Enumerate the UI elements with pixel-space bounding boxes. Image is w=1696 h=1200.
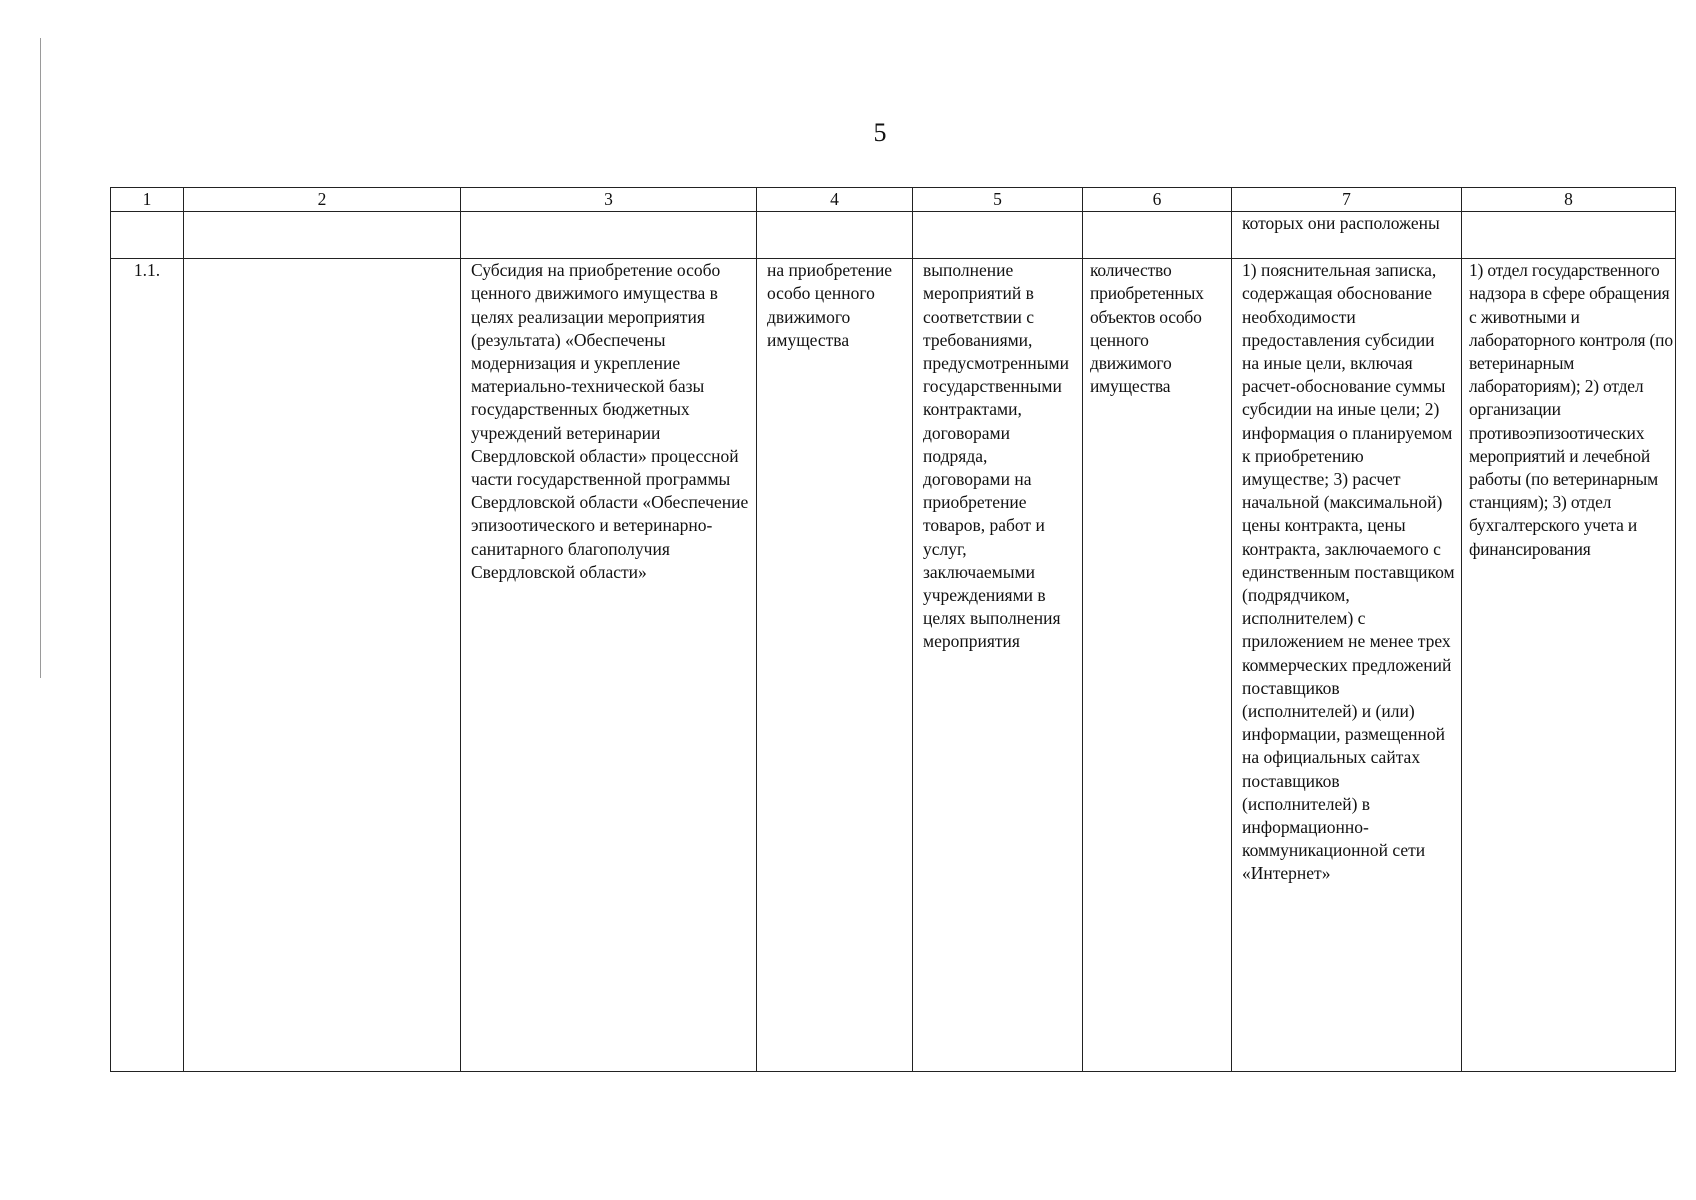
column-number-row [111,188,1676,212]
continuation-cell-7: которых они расположены [1232,212,1462,259]
continuation-cell-2 [184,212,461,259]
documents-cell: 1) пояснительная записка, содержащая обоснование необходимости предоставления субсидии на иные цели, включая расчет-обоснование суммы субсидии на иные цели; 2) информация о планируемом к приобретению имуществе; 3) расчет начальной (максимальной) цены контракта, цены контракта, заключаемого с единственным поставщиком (подрядчиком, исполнителем) с приложением не менее трех коммерческих предложений поставщиков (исполнителей) и (или) информации, размещенной на официальных сайтах поставщиков (исполнителей) в информационно-коммуникационной сети «Интернет» [1232,259,1462,1072]
row-cell-2 [184,259,461,1072]
indicator-cell: количество приобретенных объектов особо ценного движимого имущества [1083,259,1232,1072]
column-number-6: 6 [1083,188,1232,212]
subsidy-description-cell: Субсидия на приобретение особо ценного движимого имущества в целях реализации мероприятия (результата) «Обеспечены модернизация и укрепление материально-технической базы государственных бюджетных учреждений ветеринарии Свердловской области» процессной части государственной программы Свердловской области «Обеспечение эпизоотического и ветеринарно-санитарного благополучия Свердловской области» [461,259,757,1072]
column-number-8: 8 [1462,188,1676,212]
column-number-1: 1 [111,188,184,212]
continuation-cell-8 [1462,212,1676,259]
subsidy-purpose-cell: на приобретение особо ценного движимого имущества [757,259,913,1072]
column-number-4: 4 [757,188,913,212]
column-number-3: 3 [461,188,757,212]
result-description-cell: выполнение мероприятий в соответствии с требованиями, предусмотренными государственными контрактами, договорами подряда, договорами на приобретение товаров, работ и услуг, заключаемыми учреждениями в целях выполнения мероприятия [913,259,1083,1072]
table-row [111,259,1676,1072]
continuation-row [111,212,1676,259]
row-number-cell: 1.1. [111,259,184,1072]
column-number-2: 2 [184,188,461,212]
continuation-cell-3 [461,212,757,259]
continuation-cell-1 [111,212,184,259]
continuation-cell-6 [1083,212,1232,259]
column-number-5: 5 [913,188,1083,212]
continuation-cell-4 [757,212,913,259]
column-number-7: 7 [1232,188,1462,212]
responsible-department-cell: 1) отдел государственного надзора в сфере обращения с животными и лабораторного контроля (по ветеринарным лабораториям); 2) отдел организации противоэпизоотических мероприятий и лечебной работы (по ветеринарным станциям); 3) отдел бухгалтерского учета и финансирования [1462,259,1676,1072]
document-table [110,187,1676,1072]
continuation-cell-5 [913,212,1083,259]
page-number: 5 [873,118,887,147]
